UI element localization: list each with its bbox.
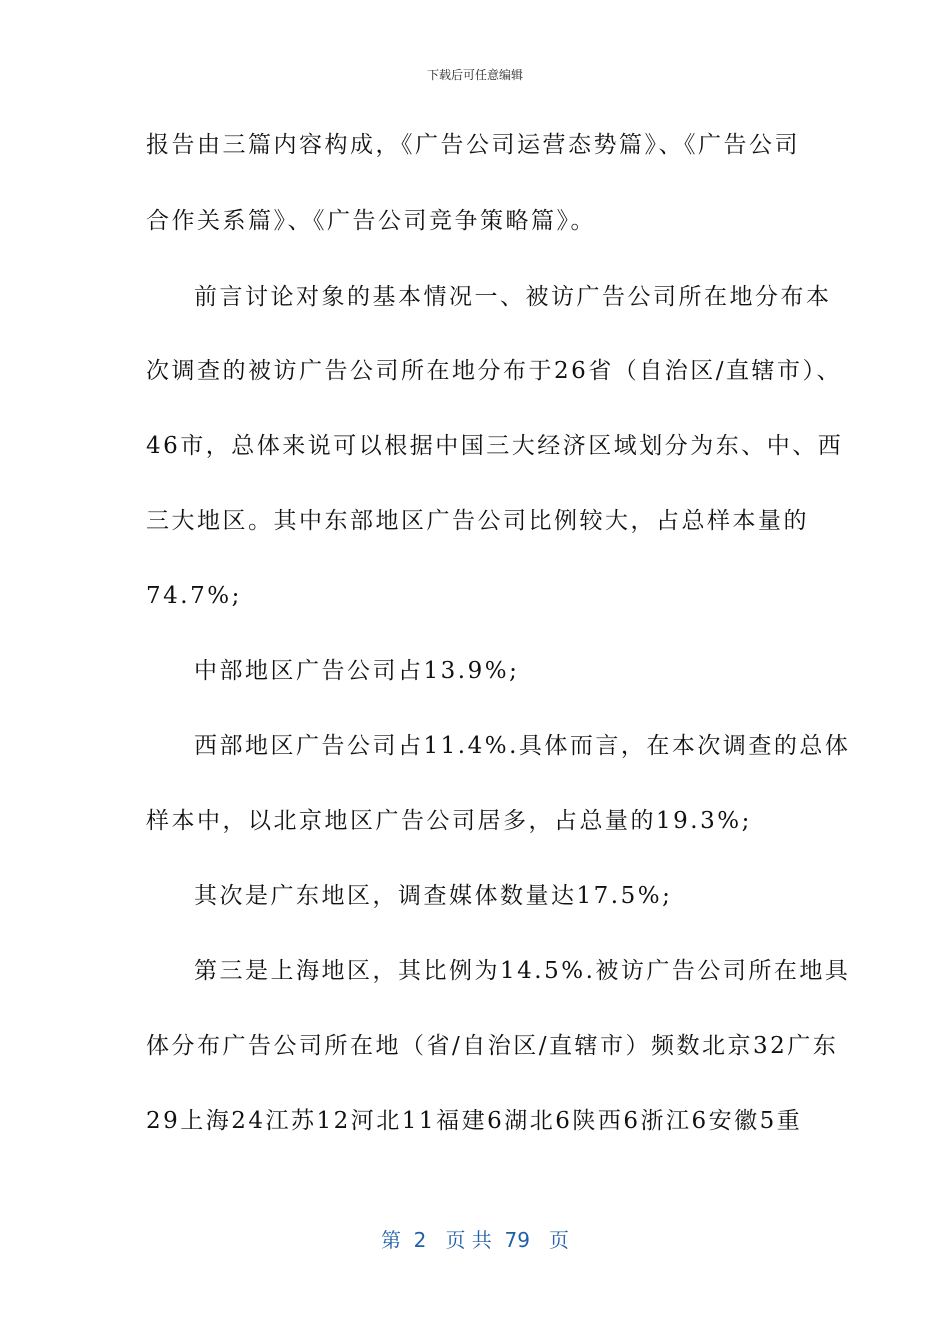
text-line: 体分布广告公司所在地（省/自治区/直辖市）频数北京32广东 [146, 1033, 839, 1059]
paragraph-start: 第三是上海地区，其比例为14.5%.被访广告公司所在地具 [194, 958, 851, 984]
paragraph-start: 西部地区广告公司占11.4%.具体而言，在本次调查的总体 [194, 733, 851, 759]
text-line: 次调查的被访广告公司所在地分布于26省（自治区/直辖市）、 [146, 358, 843, 384]
text-line: 74.7%; [146, 583, 242, 609]
text-line: 三大地区。其中东部地区广告公司比例较大，占总样本量的 [146, 508, 809, 534]
text-line: 29上海24江苏12河北11福建6湖北6陕西6浙江6安徽5重 [146, 1108, 803, 1134]
paragraph-start: 其次是广东地区，调查媒体数量达17.5%; [194, 883, 673, 909]
text-line: 样本中，以北京地区广告公司居多，占总量的19.3%; [146, 808, 752, 834]
text-line: 46市，总体来说可以根据中国三大经济区域划分为东、中、西 [146, 433, 844, 459]
paragraph-start: 中部地区广告公司占13.9%; [194, 658, 520, 684]
text-line: 合作关系篇》、《广告公司竞争策略篇》。 [146, 208, 596, 234]
page-header-note: 下载后可任意编辑 [426, 68, 523, 82]
paragraph-start: 前言讨论对象的基本情况一、被访广告公司所在地分布本 [194, 284, 832, 310]
page-number: 第 2 页 共 79 页 [380, 1228, 570, 1252]
text-line: 报告由三篇内容构成，《广告公司运营态势篇》、《广告公司 [146, 132, 800, 158]
